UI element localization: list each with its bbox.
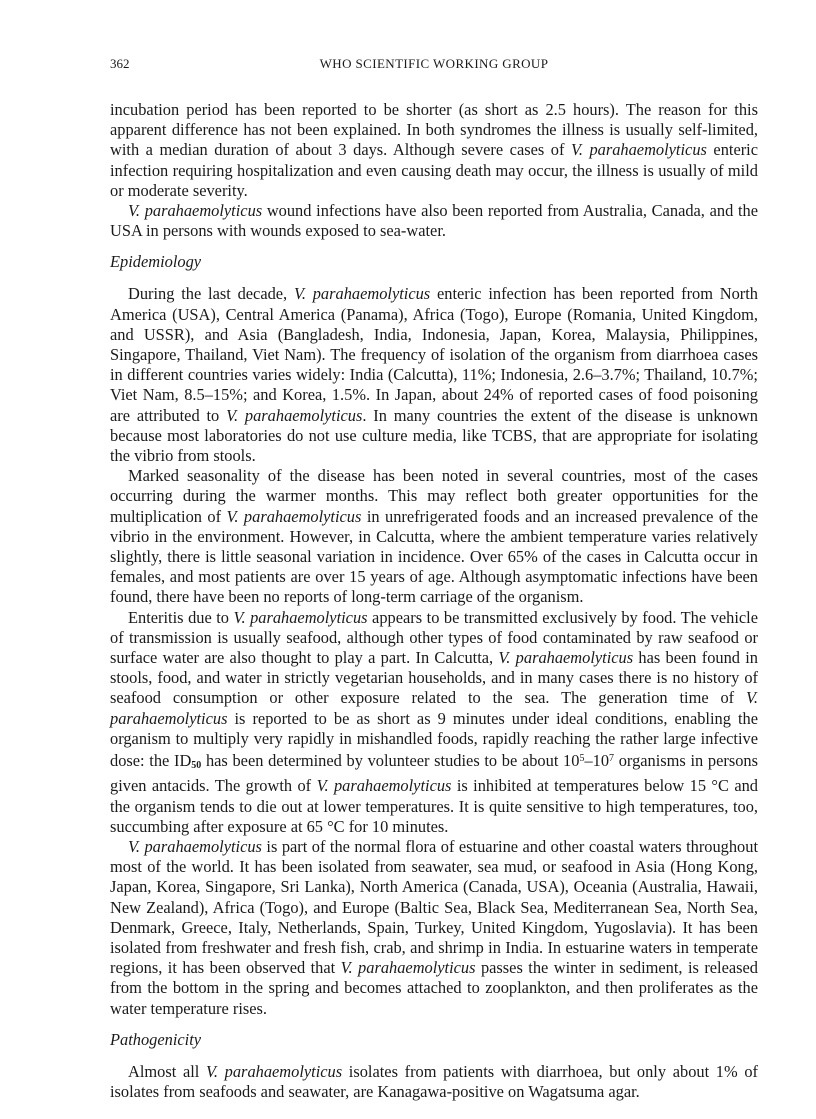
body-text [110,100,758,1102]
species-name: V. parahaemolyticus [110,688,758,728]
species-name: V. parahaemolyticus [316,776,452,796]
superscript: 7 [609,753,615,765]
text-run: organisms in persons given antacids. The growth of [110,751,758,796]
text-run: passes the winter in sediment, is released from the bottom in the spring and becomes attached to zooplankton, and then proliferates as the water temperature rises. [110,958,759,1018]
superscript: 5 [579,753,585,765]
species-name: V. parahaemolyticus [128,836,262,856]
text-run: incubation period has been reported to be shorter (as short as 2.5 hours). The reason for this apparent difference has not been explained. In both syndromes the illness is usually self-limited, with a median duration of about 3 days. Although severe cases of [110,100,758,160]
text-run: is part of the normal flora of estuarine and other coastal waters throughout most of the world. It has been isolated from seawater, sea mud, or seafood in Asia (Hong Kong, Japan, Korea, Singapore, Sri Lanka), North America (Canada, USA), Oceania (Australia, Hawaii, New Zealand), Africa (Togo), and Europe (Baltic Sea, Black Sea, Mediterranean Sea, North Sea, Denmark, Greece, Italy, Netherlands, Spain, Turkey, United Kingdom, Yugoslavia). It has been isolated from freshwater and fresh fish, crab, and shrimp in India. In estuarine waters in temperate regions, it has been observed that [110,836,759,978]
species-name: V. parahaemolyticus [233,607,368,627]
species-name: V. parahaemolyticus [226,405,363,425]
text-run: has been determined by volunteer studies to be about 10 [201,751,580,771]
text-run: appears to be transmitted exclusively by food. The vehicle of transmission is usually seafood, although other types of food contaminated by raw seafood or surface water are also thought to play a part. In Calcutta, [110,607,758,668]
species-name: V. parahaemolyticus [340,958,476,978]
paragraph-wound-infections [110,201,758,241]
page [110,56,758,1102]
text-run: Marked seasonality of the disease has been noted in several countries, most of the cases occurring during the warmer months. This may reflect both greater opportunities for the multiplication of [110,466,758,526]
species-name: V. parahaemolyticus [226,506,362,526]
species-name: V. parahaemolyticus [206,1061,343,1081]
species-name: V. parahaemolyticus [498,648,634,668]
text-run: During the last decade, [128,284,294,304]
species-name: V. parahaemolyticus [293,284,431,304]
text-run: Almost all [128,1061,206,1081]
text-run: –10 [584,751,610,771]
species-name: V. parahaemolyticus [570,140,707,160]
page-number: 362 [110,56,130,71]
section-heading-pathogenicity: Pathogenicity [110,1029,202,1049]
text-run: wound infections have also been reported from Australia, Canada, and the USA in persons with wounds exposed to sea-water. [110,201,758,241]
text-run: isolates from patients with diarrhoea, but only about 1% of isolates from seafoods and seawater, are Kanagawa-positive on Wagatsuma agar. [110,1061,758,1101]
text-run: Enteritis due to [128,607,234,627]
running-title: WHO SCIENTIFIC WORKING GROUP [319,56,549,71]
paragraph-seasonality [110,466,758,607]
running-head [110,56,758,78]
section-heading-epidemiology: Epidemiology [110,252,202,272]
paragraph-epidemiology-distribution [110,284,758,466]
text-run: is inhibited at temperatures below 15 °C and the organism tends to die out at lower temperatures. It is quite sensitive to high temperatures, too, succumbing after exposure at 65 °C for 10 minutes. [110,776,758,836]
text-run: enteric infection has been reported from North America (USA), Central America (Panama), Africa (Togo), Europe (Romania, United Kingdom, and USSR), and Asia (Bangladesh, India, Indonesia, Japan, Korea, Malaysia, Philippines, Singapore, Thailand, Viet Nam). The frequency of isolation of the organism from diarrhoea cases in different countries varies widely: India (Calcutta), 11%; Indonesia, 2.6–3.7%; Thailand, 10.7%; Viet Nam, 8.5–15%; and Korea, 1.5%. In Japan, about 24% of reported cases of food poisoning are attributed to [110,284,759,425]
species-name: V. parahaemolyticus [128,201,263,221]
paragraph-transmission [110,608,758,837]
text-run: is reported to be as short as 9 minutes under ideal conditions, enabling the organism to multiply very rapidly in mishandled foods, rapidly reaching the rather large infective dose: the ID [110,708,758,771]
paragraph-pathogenicity [110,1062,758,1102]
text-run: in unrefrigerated foods and an increased prevalence of the vibrio in the environment. However, in Calcutta, where the ambient temperature varies relatively slightly, there is little seasonal variation in incidence. Over 65% of the cases in Calcutta occur in females, and most patients are over 15 years of age. Although asymptomatic infections have been found, there have been no reports of long-term carriage of the organism. [110,506,759,607]
text-run: . In many countries the extent of the disease is unknown because most laboratories do not use culture media, like TCBS, that are appropriate for isolating the vibrio from stools. [110,405,758,466]
paragraph-incubation [110,100,758,201]
text-run: has been found in stools, food, and water in strictly vegetarian households, and in many cases there is no history of seafood consumption or other exposure related to the sea. The generation time of [110,648,758,708]
paragraph-ecology [110,837,758,1019]
subscript: 50 [191,760,202,772]
text-run: enteric infection requiring hospitalization and even causing death may occur, the illness is usually of mild or moderate severity. [110,140,759,200]
